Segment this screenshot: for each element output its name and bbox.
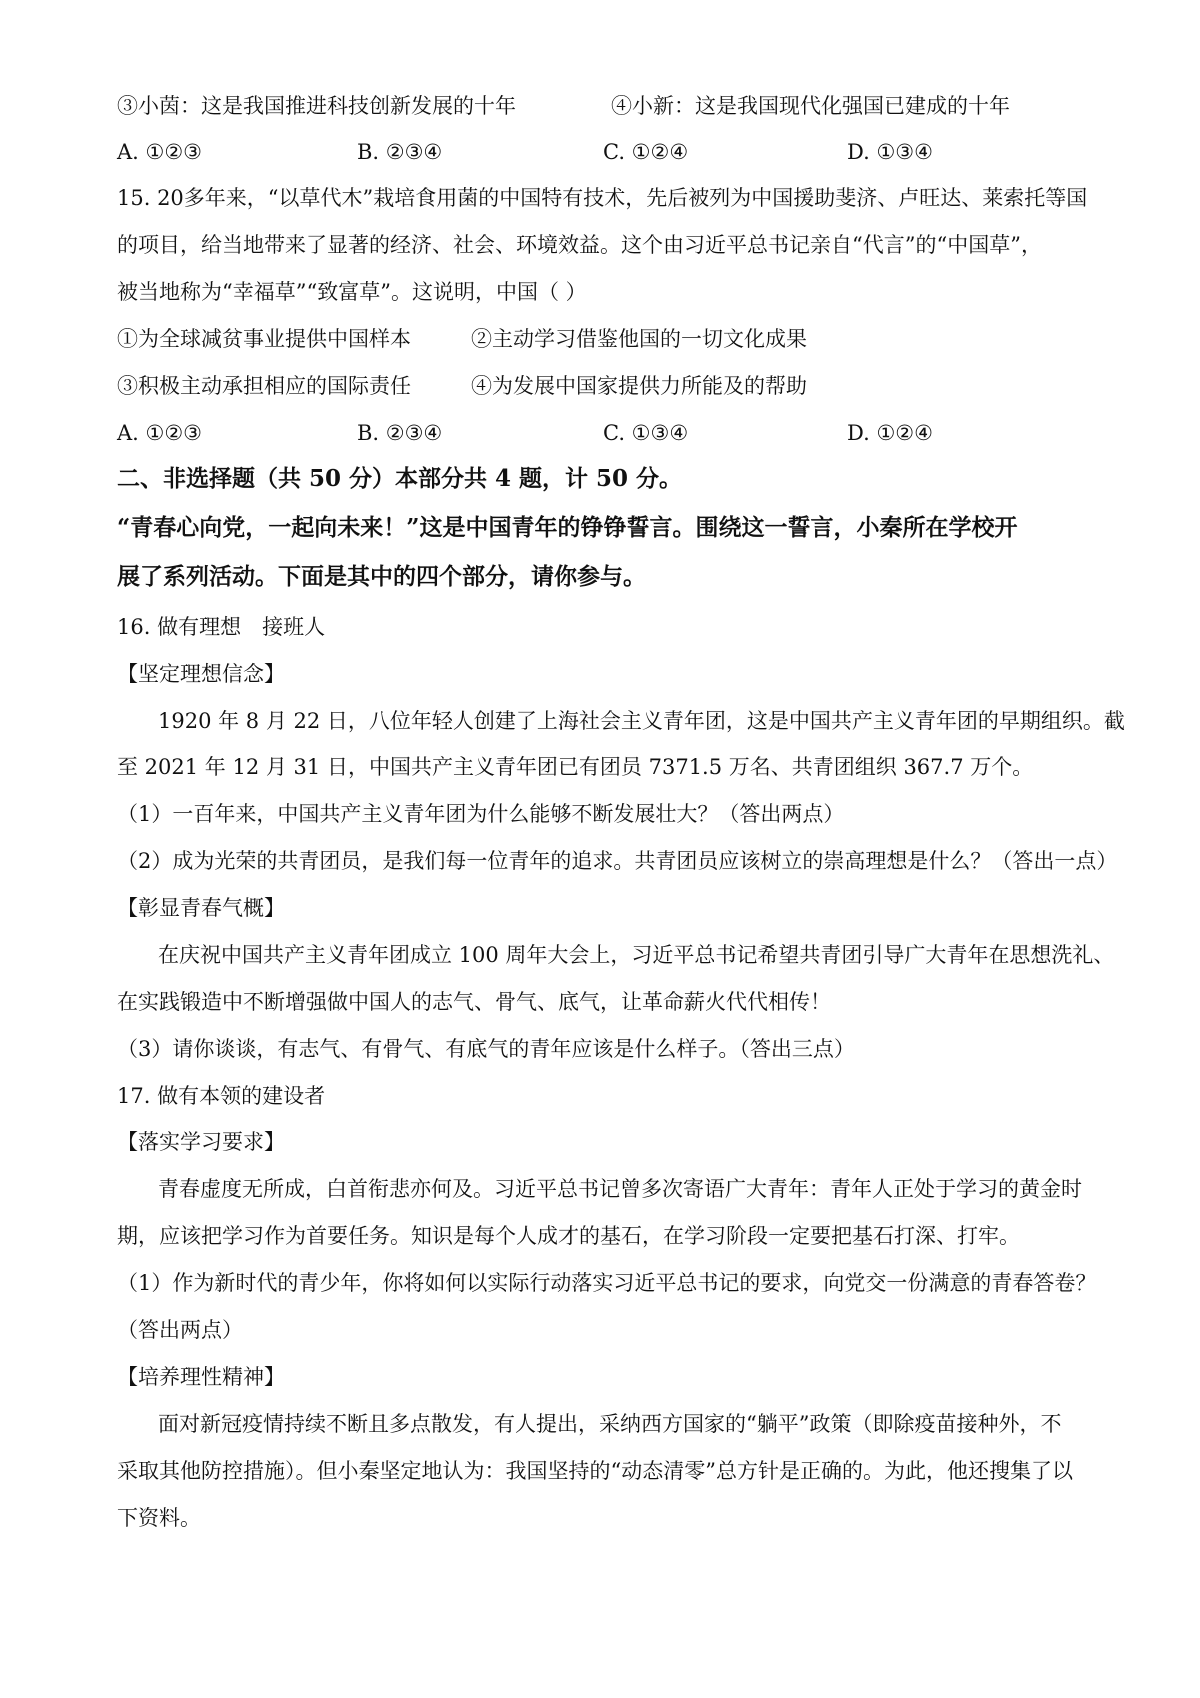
q17-question-1-line-1: （1）作为新时代的青少年，你将如何以实际行动落实习近平总书记的要求，向党交一份满意的青春答卷？ bbox=[117, 1271, 1097, 1295]
q17-para2-line-3: 下资料。 bbox=[117, 1506, 201, 1530]
q16-question-2: （2）成为光荣的共青团员，是我们每一位青年的追求。共青团员应该树立的崇高理想是什么？（答出一点） bbox=[117, 849, 1118, 873]
q17-para1-line-2: 期，应该把学习作为首要任务。知识是每个人成才的基石，在学习阶段一定要把基石打深、打牢。 bbox=[117, 1224, 1020, 1248]
q14-statement-4: ④小新：这是我国现代化强国已建成的十年 bbox=[611, 94, 1010, 118]
q17-title: 17. 做有本领的建设者 bbox=[117, 1084, 326, 1108]
section2-heading: 二、非选择题（共 50 分）本部分共 4 题，计 50 分。 bbox=[117, 465, 683, 492]
q16-question-1: （1）一百年来，中国共产主义青年团为什么能够不断发展壮大？（答出两点） bbox=[117, 802, 845, 826]
q16-para2-line-1: 在庆祝中国共产主义青年团成立 100 周年大会上，习近平总书记希望共青团引导广大青年在思想洗礼、 bbox=[158, 943, 1115, 967]
section2-intro-line-1: “青春心向党，一起向未来！”这是中国青年的铮铮誓言。围绕这一誓言，小秦所在学校开 bbox=[117, 514, 1018, 541]
q14-option-a: A. ①②③ bbox=[117, 140, 202, 164]
q16-subheading-2: 【彰显青春气概】 bbox=[117, 896, 285, 920]
q16-para1-line-1: 1920 年 8 月 22 日，八位年轻人创建了上海社会主义青年团，这是中国共产主义青年团的早期组织。截 bbox=[158, 709, 1125, 733]
q17-para2-line-2: 采取其他防控措施）。但小秦坚定地认为：我国坚持的“动态清零”总方针是正确的。为此，他还搜集了以 bbox=[117, 1459, 1073, 1483]
q15-statement-2: ②主动学习借鉴他国的一切文化成果 bbox=[471, 327, 807, 351]
q14-option-c: C. ①②④ bbox=[603, 140, 689, 164]
q17-subheading-2: 【培养理性精神】 bbox=[117, 1365, 285, 1389]
q17-subheading-1: 【落实学习要求】 bbox=[117, 1130, 285, 1154]
q17-question-1-line-2: （答出两点） bbox=[117, 1318, 243, 1342]
q15-stem-line-3: 被当地称为“幸福草”“致富草”。这说明，中国（ ） bbox=[117, 280, 587, 304]
q16-para2-line-2: 在实践锻造中不断增强做中国人的志气、骨气、底气，让革命薪火代代相传！ bbox=[117, 990, 831, 1014]
q15-statement-1: ①为全球减贫事业提供中国样本 bbox=[117, 327, 411, 351]
q16-question-3: （3）请你谈谈，有志气、有骨气、有底气的青年应该是什么样子。（答出三点） bbox=[117, 1037, 855, 1061]
q16-para1-line-2: 至 2021 年 12 月 31 日，中国共产主义青年团已有团员 7371.5 万名、共青团组织 367.7 万个。 bbox=[117, 755, 1034, 779]
q14-option-b: B. ②③④ bbox=[357, 140, 443, 164]
q17-para1-line-1: 青春虚度无所成，白首衔悲亦何及。习近平总书记曾多次寄语广大青年：青年人正处于学习的黄金时 bbox=[158, 1177, 1082, 1201]
q15-option-d: D. ①②④ bbox=[847, 421, 933, 445]
q15-stem-line-1: 15. 20多年来，“以草代木”栽培食用菌的中国特有技术，先后被列为中国援助斐济、卢旺达、莱索托等国 bbox=[117, 186, 1088, 210]
q15-option-c: C. ①③④ bbox=[603, 421, 689, 445]
q14-statement-3: ③小茵：这是我国推进科技创新发展的十年 bbox=[117, 94, 516, 118]
q15-option-a: A. ①②③ bbox=[117, 421, 202, 445]
q17-para2-line-1: 面对新冠疫情持续不断且多点散发，有人提出，采纳西方国家的“躺平”政策（即除疫苗接种外，不 bbox=[158, 1412, 1062, 1436]
q16-title: 16. 做有理想 接班人 bbox=[117, 615, 326, 639]
section2-intro-line-2: 展了系列活动。下面是其中的四个部分，请你参与。 bbox=[117, 563, 646, 590]
q15-option-b: B. ②③④ bbox=[357, 421, 443, 445]
q15-stem-line-2: 的项目，给当地带来了显著的经济、社会、环境效益。这个由习近平总书记亲自“代言”的“中国草”， bbox=[117, 233, 1042, 257]
q15-statement-4: ④为发展中国家提供力所能及的帮助 bbox=[471, 374, 807, 398]
q16-subheading-1: 【坚定理想信念】 bbox=[117, 662, 285, 686]
q15-statement-3: ③积极主动承担相应的国际责任 bbox=[117, 374, 411, 398]
q14-option-d: D. ①③④ bbox=[847, 140, 933, 164]
